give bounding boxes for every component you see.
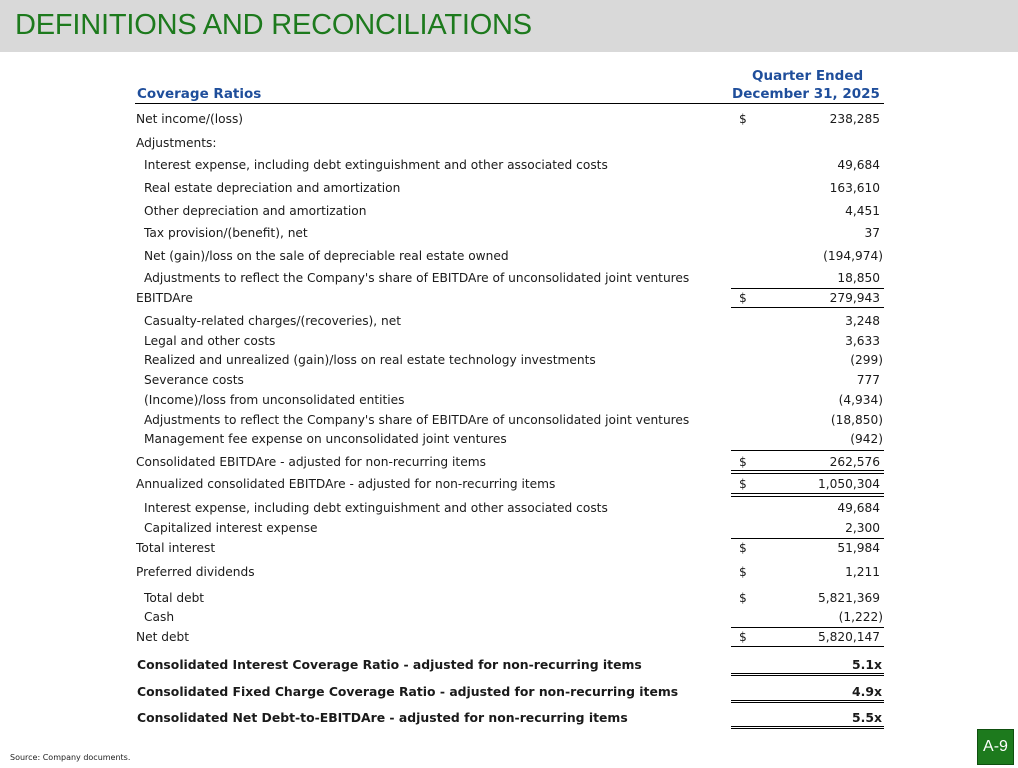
row-value: (1,222) <box>838 610 883 624</box>
row-label: Net income/(loss) <box>136 112 244 126</box>
row-value: 1,211 <box>845 565 880 579</box>
row-label: Legal and other costs <box>144 334 276 348</box>
row-label: Consolidated EBITDAre - adjusted for non-recurring items <box>136 455 486 469</box>
rule-line <box>731 307 884 308</box>
table-row <box>0 134 1018 154</box>
row-label: Severance costs <box>144 373 244 387</box>
row-value: 163,610 <box>829 181 880 195</box>
row-label: Net debt <box>136 630 190 644</box>
row-value: 238,285 <box>829 112 880 126</box>
row-dollar: $ <box>739 565 747 579</box>
table-row <box>0 332 1018 352</box>
row-label: Casualty-related charges/(recoveries), net <box>144 314 402 328</box>
table-row <box>0 628 1018 648</box>
row-label: Net (gain)/loss on the sale of depreciable real estate owned <box>144 249 509 263</box>
table-row <box>0 247 1018 267</box>
table-row <box>0 156 1018 176</box>
row-label: Consolidated Interest Coverage Ratio - adjusted for non-recurring items <box>137 657 642 672</box>
row-value: (18,850) <box>830 413 883 427</box>
row-label: Capitalized interest expense <box>144 521 318 535</box>
table-label-header: Coverage Ratios <box>137 86 262 102</box>
page-title: DEFINITIONS AND RECONCILIATIONS <box>15 9 532 41</box>
table-row <box>0 608 1018 628</box>
row-value: 5,820,147 <box>817 630 880 644</box>
row-label: Adjustments to reflect the Company's share of EBITDAre of unconsolidated joint ventures <box>144 413 690 427</box>
row-value: 777 <box>856 373 880 387</box>
rule-line <box>731 473 884 474</box>
rule-line <box>731 726 884 727</box>
rule-line <box>731 702 884 703</box>
table-row <box>0 563 1018 583</box>
table-row <box>0 589 1018 609</box>
rule-line <box>731 496 884 497</box>
rule-line <box>731 675 884 676</box>
table-row <box>0 224 1018 244</box>
row-dollar: $ <box>739 455 747 469</box>
table-row <box>0 179 1018 199</box>
row-label: Tax provision/(benefit), net <box>144 226 308 240</box>
page-badge: A-9 <box>977 729 1014 765</box>
table-row <box>0 391 1018 411</box>
row-dollar: $ <box>739 112 747 126</box>
table-row <box>0 708 1018 728</box>
table-row <box>0 202 1018 222</box>
rule-line <box>731 728 884 729</box>
row-dollar: $ <box>739 477 747 491</box>
row-value: 5.1x <box>852 657 882 672</box>
table-row <box>0 312 1018 332</box>
row-label: Consolidated Net Debt-to-EBITDAre - adjusted for non-recurring items <box>137 710 628 725</box>
rule-line <box>731 673 884 674</box>
row-value: 4,451 <box>845 204 880 218</box>
row-value: 49,684 <box>837 158 880 172</box>
row-label: Realized and unrealized (gain)/loss on real estate technology investments <box>144 353 596 367</box>
row-dollar: $ <box>739 630 747 644</box>
row-value: 4.9x <box>852 684 882 699</box>
row-label: Interest expense, including debt extinguishment and other associated costs <box>144 158 608 172</box>
row-value: 3,633 <box>845 334 880 348</box>
period-header-line2: December 31, 2025 <box>732 86 880 102</box>
row-label: Other depreciation and amortization <box>144 204 367 218</box>
table-row <box>0 539 1018 559</box>
rule-line <box>731 700 884 701</box>
table-row <box>0 499 1018 519</box>
row-value: 2,300 <box>845 521 880 535</box>
row-value: 37 <box>864 226 880 240</box>
rule-line <box>731 646 884 647</box>
row-label: Adjustments: <box>136 136 217 150</box>
row-value: 49,684 <box>837 501 880 515</box>
table-row <box>0 655 1018 675</box>
row-value: (194,974) <box>823 249 883 263</box>
table-row <box>0 351 1018 371</box>
source-note: Source: Company documents. <box>10 753 131 762</box>
row-label: Cash <box>144 610 175 624</box>
row-label: Total debt <box>144 591 205 605</box>
row-value: 279,943 <box>829 291 880 305</box>
period-header-line1: Quarter Ended <box>752 68 864 84</box>
row-label: Total interest <box>136 541 216 555</box>
row-label: Real estate depreciation and amortization <box>144 181 401 195</box>
rule-line <box>731 450 884 451</box>
row-dollar: $ <box>739 541 747 555</box>
row-label: Annualized consolidated EBITDAre - adjusted for non-recurring items <box>136 477 556 491</box>
row-value: 18,850 <box>837 271 880 285</box>
row-label: Preferred dividends <box>136 565 255 579</box>
row-value: 3,248 <box>845 314 880 328</box>
row-label: Management fee expense on unconsolidated joint ventures <box>144 432 507 446</box>
table-row <box>0 371 1018 391</box>
row-dollar: $ <box>739 291 747 305</box>
row-value: 51,984 <box>837 541 880 555</box>
row-label: Consolidated Fixed Charge Coverage Ratio - adjusted for non-recurring items <box>137 684 679 699</box>
row-label: Adjustments to reflect the Company's share of EBITDAre of unconsolidated joint ventures <box>144 271 690 285</box>
row-value: (4,934) <box>838 393 883 407</box>
row-value: 1,050,304 <box>817 477 880 491</box>
table-row <box>0 475 1018 495</box>
table-row <box>0 269 1018 289</box>
table-row <box>0 411 1018 431</box>
row-value: (299) <box>850 353 883 367</box>
header-band <box>0 0 1018 52</box>
header-rule <box>135 103 884 104</box>
rule-line <box>731 493 884 494</box>
row-value: 262,576 <box>829 455 880 469</box>
row-dollar: $ <box>739 591 747 605</box>
row-value: 5.5x <box>852 710 882 725</box>
table-row <box>0 289 1018 309</box>
table-row <box>0 519 1018 539</box>
row-label: EBITDAre <box>136 291 193 305</box>
row-value: (942) <box>850 432 883 446</box>
rule-line <box>731 470 884 471</box>
row-label: (Income)/loss from unconsolidated entities <box>144 393 405 407</box>
row-label: Interest expense, including debt extinguishment and other associated costs <box>144 501 608 515</box>
table-row <box>0 682 1018 702</box>
table-row <box>0 430 1018 450</box>
table-row <box>0 110 1018 130</box>
row-value: 5,821,369 <box>817 591 880 605</box>
